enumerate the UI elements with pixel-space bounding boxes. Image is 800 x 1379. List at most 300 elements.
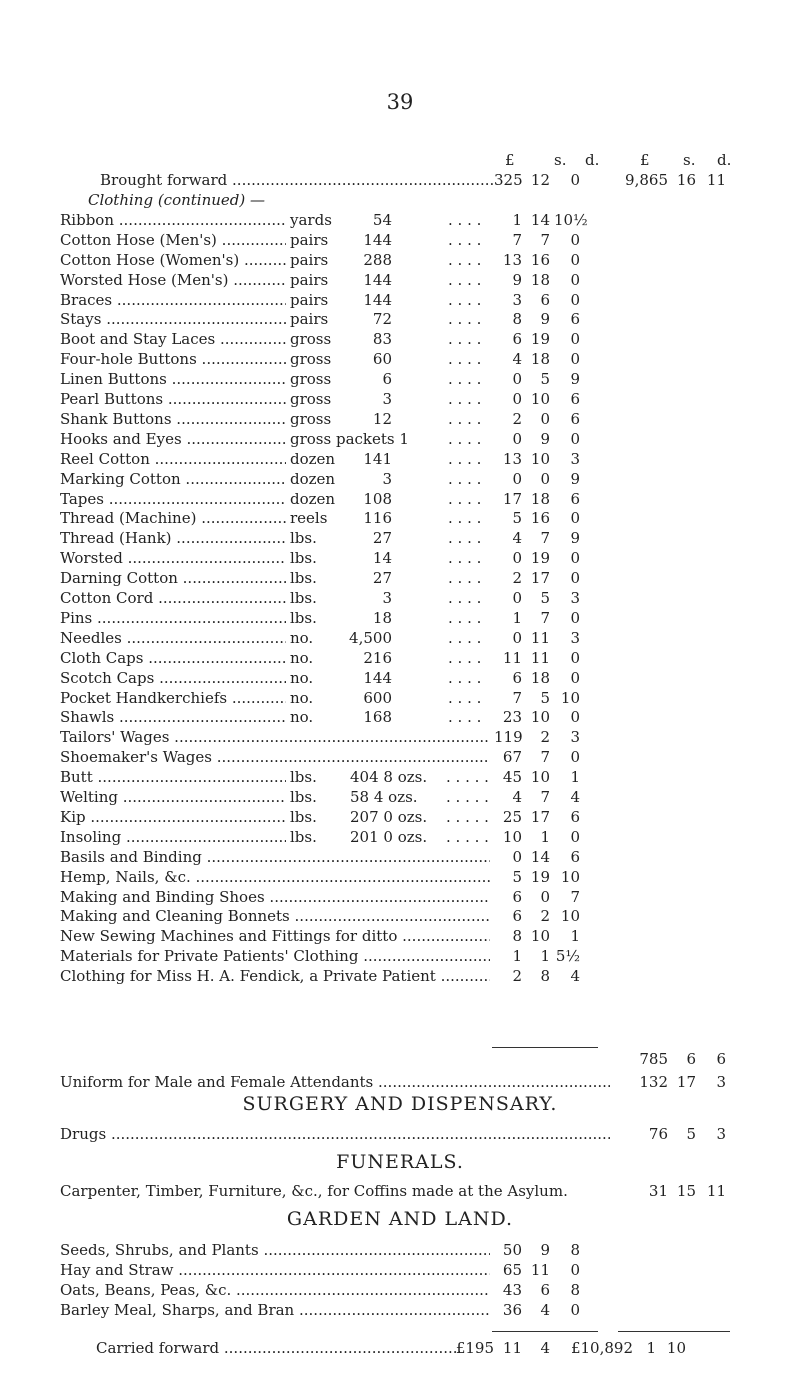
carried-forward-total-shillings: 1 — [646, 1339, 656, 1357]
uniform-pounds: 132 — [639, 1073, 668, 1091]
amount-pence: 6 — [570, 390, 580, 408]
dots-leader: . . . . — [448, 330, 482, 348]
item-unit: gross — [290, 410, 332, 428]
amount-shillings: 7 — [540, 788, 550, 806]
col1-pounds-symbol: £ — [505, 151, 515, 169]
dots-leader: . . . . — [448, 390, 482, 408]
surgery-heading: SURGERY AND DISPENSARY. — [242, 1093, 558, 1115]
item-name: Worsted Hose (Men's) ..... — [60, 268, 286, 292]
amount-pounds: 8 — [512, 927, 522, 945]
dots-leader: . . . . — [448, 549, 482, 567]
carried-forward-label: Carried forward ..... — [96, 1336, 460, 1360]
item-name: Tailors' Wages ..... — [60, 725, 490, 749]
amount-shillings: 2 — [540, 907, 550, 925]
item-quantity: 3 — [382, 470, 392, 488]
item-quantity: 144 — [363, 271, 392, 289]
item-name: Darning Cotton ..... — [60, 566, 286, 590]
item-name: Marking Cotton ..... — [60, 467, 286, 491]
item-weight: 207 0 ozs. — [350, 808, 428, 826]
amount-pence: 3 — [570, 589, 580, 607]
item-name: Tapes ..... — [60, 487, 286, 511]
item-quantity: 288 — [363, 251, 392, 269]
dots-leader: . . . . — [448, 569, 482, 587]
amount-pence: 8 — [570, 1241, 580, 1259]
amount-shillings: 5 — [540, 589, 550, 607]
garden-row — [0, 1298, 800, 1322]
amount-shillings: 0 — [540, 888, 550, 906]
amount-shillings: 18 — [530, 669, 550, 687]
item-name: Hay and Straw ..... — [60, 1258, 490, 1282]
item-quantity: 12 — [372, 410, 392, 428]
item-name: Pearl Buttons ..... — [60, 387, 286, 411]
dots-leader: . . . . . — [446, 828, 489, 846]
item-name: Kip ..... — [60, 805, 286, 829]
dots-leader: . . . . — [448, 370, 482, 388]
misc-row — [0, 964, 800, 988]
item-name: Basils and Binding ..... — [60, 845, 490, 869]
amount-shillings: 10 — [530, 768, 550, 786]
dots-leader: . . . . — [448, 529, 482, 547]
amount-pounds: 1 — [512, 211, 522, 229]
dots-leader: . . . . — [448, 251, 482, 269]
col2-pence-symbol: d. — [717, 151, 732, 169]
amount-pence: 0 — [570, 609, 580, 627]
amount-pounds: 325 — [494, 171, 523, 189]
amount-pounds: 36 — [502, 1301, 522, 1319]
dots-leader: . . . . — [448, 689, 482, 707]
amount-pounds: 0 — [512, 470, 522, 488]
dots-leader: . . . . — [448, 430, 482, 448]
item-name: Materials for Private Patients' Clothing ..... — [60, 944, 490, 968]
amount-pence: 6 — [570, 310, 580, 328]
amount-pounds: 0 — [512, 848, 522, 866]
item-unit: reels — [290, 509, 328, 527]
amount-shillings: 17 — [530, 808, 550, 826]
amount-shillings: 19 — [530, 330, 550, 348]
amount-pounds: 45 — [502, 768, 522, 786]
amount-pounds: 3 — [512, 291, 522, 309]
total-pounds: 9,865 — [625, 171, 668, 189]
amount-pence: 10½ — [554, 211, 588, 229]
amount-shillings: 2 — [540, 728, 550, 746]
amount-shillings: 4 — [540, 1301, 550, 1319]
amount-pence: 0 — [570, 171, 580, 189]
col1-pence-symbol: d. — [585, 151, 600, 169]
dots-leader: . . . . . — [446, 768, 489, 786]
carried-forward-total-pounds: £10,892 — [570, 1339, 633, 1357]
amount-shillings: 7 — [540, 748, 550, 766]
amount-pounds: 25 — [502, 808, 522, 826]
amount-pounds: 10 — [502, 828, 522, 846]
amount-pounds: 1 — [512, 609, 522, 627]
item-unit: lbs. — [290, 529, 317, 547]
item-quantity: 116 — [363, 509, 392, 527]
funerals-pence: 11 — [706, 1182, 726, 1200]
dots-leader: . . . . — [448, 669, 482, 687]
amount-pence: 0 — [570, 569, 580, 587]
item-name: Butt ..... — [60, 765, 286, 789]
amount-pence: 0 — [570, 271, 580, 289]
amount-shillings: 18 — [530, 271, 550, 289]
amount-shillings: 9 — [540, 310, 550, 328]
col2-pounds-symbol: £ — [640, 151, 650, 169]
amount-shillings: 18 — [530, 350, 550, 368]
clothing-caption: Clothing (continued) — — [88, 191, 266, 209]
item-name: Linen Buttons ..... — [60, 367, 286, 391]
drugs-label: Drugs ..... — [60, 1122, 610, 1146]
amount-pence: 6 — [570, 808, 580, 826]
amount-pounds: 7 — [512, 231, 522, 249]
amount-pence: 0 — [570, 748, 580, 766]
amount-pence: 9 — [570, 529, 580, 547]
amount-pence: 0 — [570, 1261, 580, 1279]
amount-pounds: 2 — [512, 967, 522, 985]
item-name: Barley Meal, Sharps, and Bran ..... — [60, 1298, 490, 1322]
item-quantity: 6 — [382, 370, 392, 388]
item-quantity: 83 — [372, 330, 392, 348]
carried-forward-total-pence: 10 — [666, 1339, 686, 1357]
item-unit: lbs. — [290, 609, 317, 627]
item-quantity: 108 — [363, 490, 392, 508]
dots-leader: . . . . — [448, 649, 482, 667]
amount-pounds: 5 — [512, 868, 522, 886]
amount-shillings: 14 — [530, 848, 550, 866]
amount-pounds: 1 — [512, 947, 522, 965]
dots-leader: . . . . — [448, 410, 482, 428]
item-name: Welting ..... — [60, 785, 286, 809]
item-unit: no. — [290, 649, 314, 667]
item-name: Cotton Hose (Men's) ..... — [60, 228, 286, 252]
uniform-row — [0, 1070, 800, 1094]
amount-pence: 1 — [570, 927, 580, 945]
amount-shillings: 10 — [530, 708, 550, 726]
dots-leader: . . . . — [448, 509, 482, 527]
dots-leader: . . . . — [448, 589, 482, 607]
item-unit: gross — [290, 390, 332, 408]
amount-shillings: 0 — [540, 410, 550, 428]
drugs-row — [0, 1122, 800, 1146]
amount-pence: 0 — [570, 330, 580, 348]
amount-pence: 0 — [570, 649, 580, 667]
item-quantity: 54 — [372, 211, 392, 229]
amount-shillings: 10 — [530, 450, 550, 468]
amount-pounds: 0 — [512, 390, 522, 408]
item-name: Thread (Machine) ..... — [60, 506, 286, 530]
amount-shillings: 11 — [530, 629, 550, 647]
amount-pounds: 4 — [512, 350, 522, 368]
amount-pence: 7 — [570, 888, 580, 906]
amount-pence: 10 — [560, 689, 580, 707]
total-pence: 11 — [706, 171, 726, 189]
item-quantity: 3 — [382, 589, 392, 607]
amount-pence: 3 — [570, 450, 580, 468]
item-name: Worsted ..... — [60, 546, 286, 570]
amount-pounds: 0 — [512, 589, 522, 607]
amount-pence: 10 — [560, 868, 580, 886]
amount-shillings: 17 — [530, 569, 550, 587]
amount-shillings: 9 — [540, 430, 550, 448]
item-name: Pocket Handkerchiefs ..... — [60, 686, 286, 710]
amount-pence: 0 — [570, 251, 580, 269]
total-shillings: 16 — [676, 171, 696, 189]
item-name: Cloth Caps ..... — [60, 646, 286, 670]
item-unit: lbs. — [290, 788, 317, 806]
amount-shillings: 16 — [530, 251, 550, 269]
item-name: Clothing for Miss H. A. Fendick, a Private Patient ..... — [60, 964, 490, 988]
item-unit: pairs — [290, 231, 329, 249]
clothing-total-pounds: 785 — [639, 1050, 668, 1068]
amount-shillings: 9 — [540, 1241, 550, 1259]
item-quantity: 14 — [372, 549, 392, 567]
amount-pence: 0 — [570, 669, 580, 687]
item-unit: gross packets 1 — [290, 430, 409, 448]
amount-shillings: 7 — [540, 609, 550, 627]
amount-pence: 3 — [570, 728, 580, 746]
amount-pence: 5½ — [555, 947, 580, 965]
amount-pounds: 0 — [512, 430, 522, 448]
amount-shillings: 5 — [540, 689, 550, 707]
amount-pence: 6 — [570, 490, 580, 508]
amount-pence: 0 — [570, 1301, 580, 1319]
amount-pounds: 13 — [502, 450, 522, 468]
amount-pence: 6 — [570, 848, 580, 866]
item-quantity: 18 — [372, 609, 392, 627]
funerals-row — [0, 1179, 800, 1203]
amount-shillings: 16 — [530, 509, 550, 527]
amount-pounds: 8 — [512, 310, 522, 328]
amount-pounds: 23 — [502, 708, 522, 726]
item-quantity: 144 — [363, 231, 392, 249]
col1-shillings-symbol: s. — [554, 151, 567, 169]
amount-pounds: 9 — [512, 271, 522, 289]
amount-pounds: 11 — [502, 649, 522, 667]
item-unit: pairs — [290, 291, 329, 309]
amount-pounds: 6 — [512, 888, 522, 906]
item-unit: gross — [290, 370, 332, 388]
amount-shillings: 14 — [530, 211, 550, 229]
uniform-shillings: 17 — [676, 1073, 696, 1091]
garden-heading: GARDEN AND LAND. — [286, 1208, 514, 1230]
amount-pence: 0 — [570, 549, 580, 567]
dots-leader: . . . . — [448, 609, 482, 627]
amount-shillings: 11 — [530, 1261, 550, 1279]
item-unit: dozen — [290, 450, 336, 468]
page-number: 39 — [386, 90, 414, 114]
amount-pounds: 4 — [512, 788, 522, 806]
drugs-pounds: 76 — [648, 1125, 668, 1143]
clothing-total-shillings: 6 — [686, 1050, 696, 1068]
item-name: Ribbon ..... — [60, 208, 286, 232]
amount-pounds: 50 — [502, 1241, 522, 1259]
carried-forward-pence: 4 — [540, 1339, 550, 1357]
dots-leader: . . . . — [448, 450, 482, 468]
amount-pence: 6 — [570, 410, 580, 428]
amount-pounds: 0 — [512, 370, 522, 388]
item-name: New Sewing Machines and Fittings for ditto ..... — [60, 924, 490, 948]
amount-shillings: 6 — [540, 291, 550, 309]
item-weight: 58 4 ozs. — [350, 788, 418, 806]
dots-leader: . . . . — [448, 211, 482, 229]
amount-pounds: 7 — [512, 689, 522, 707]
item-unit: pairs — [290, 271, 329, 289]
drugs-shillings: 5 — [686, 1125, 696, 1143]
uniform-pence: 3 — [716, 1073, 726, 1091]
dots-leader: . . . . — [448, 708, 482, 726]
item-name: Thread (Hank) ..... — [60, 526, 286, 550]
item-name: Shoemaker's Wages ..... — [60, 745, 490, 769]
amount-pence: 0 — [570, 291, 580, 309]
item-name: Boot and Stay Laces ..... — [60, 327, 286, 351]
carried-forward-pounds: £195 — [455, 1339, 494, 1357]
clothing-total-pence: 6 — [716, 1050, 726, 1068]
item-name: Braces ..... — [60, 288, 286, 312]
carried-forward-shillings: 11 — [502, 1339, 522, 1357]
item-unit: lbs. — [290, 808, 317, 826]
amount-pounds: 2 — [512, 410, 522, 428]
amount-pounds: 13 — [502, 251, 522, 269]
amount-pence: 3 — [570, 629, 580, 647]
amount-pounds: 67 — [502, 748, 522, 766]
item-unit: pairs — [290, 310, 329, 328]
item-quantity: 60 — [372, 350, 392, 368]
amount-pence: 0 — [570, 430, 580, 448]
amount-pence: 0 — [570, 828, 580, 846]
item-quantity: 3 — [382, 390, 392, 408]
funerals-label: Carpenter, Timber, Furniture, &c., for Coffins made at the Asylum. — [60, 1182, 568, 1200]
item-name: Four-hole Buttons ..... — [60, 347, 286, 371]
item-name: Needles ..... — [60, 626, 286, 650]
dots-leader: . . . . . — [446, 788, 489, 806]
item-name: Making and Cleaning Bonnets ..... — [60, 904, 490, 928]
item-unit: dozen — [290, 470, 336, 488]
funerals-shillings: 15 — [676, 1182, 696, 1200]
item-name: Oats, Beans, Peas, &c. ..... — [60, 1278, 490, 1302]
item-name: Stays ..... — [60, 307, 286, 331]
item-name: Shawls ..... — [60, 705, 286, 729]
dots-leader: . . . . — [448, 291, 482, 309]
item-name: Cotton Cord ..... — [60, 586, 286, 610]
item-unit: lbs. — [290, 828, 317, 846]
amount-shillings: 7 — [540, 529, 550, 547]
item-name: Pins ..... — [60, 606, 286, 630]
amount-shillings: 1 — [540, 828, 550, 846]
item-quantity: 72 — [372, 310, 392, 328]
item-quantity: 600 — [363, 689, 392, 707]
item-unit: gross — [290, 330, 332, 348]
amount-pounds: 43 — [502, 1281, 522, 1299]
dots-leader: . . . . — [448, 629, 482, 647]
item-quantity: 27 — [372, 529, 392, 547]
amount-pence: 0 — [570, 350, 580, 368]
item-name: Hooks and Eyes ..... — [60, 427, 286, 451]
dots-leader: . . . . — [448, 310, 482, 328]
dots-leader: . . . . — [448, 350, 482, 368]
item-quantity: 27 — [372, 569, 392, 587]
amount-pounds: 5 — [512, 509, 522, 527]
item-quantity: 144 — [363, 291, 392, 309]
amount-pence: 0 — [570, 509, 580, 527]
amount-shillings: 19 — [530, 549, 550, 567]
amount-pounds: 0 — [512, 629, 522, 647]
amount-pence: 4 — [570, 967, 580, 985]
carried-forward-row — [0, 1336, 800, 1360]
amount-pounds: 119 — [494, 728, 523, 746]
amount-pounds: 6 — [512, 907, 522, 925]
amount-pence: 0 — [570, 708, 580, 726]
item-quantity: 216 — [363, 649, 392, 667]
item-unit: pairs — [290, 251, 329, 269]
col1-total-rule — [492, 1331, 598, 1332]
amount-shillings: 19 — [530, 868, 550, 886]
dots-leader: . . . . — [448, 231, 482, 249]
item-name: Cotton Hose (Women's) ..... — [60, 248, 286, 272]
item-quantity: 168 — [363, 708, 392, 726]
amount-pence: 8 — [570, 1281, 580, 1299]
funerals-pounds: 31 — [648, 1182, 668, 1200]
amount-pounds: 6 — [512, 330, 522, 348]
item-name: Shank Buttons ..... — [60, 407, 286, 431]
amount-shillings: 10 — [530, 927, 550, 945]
amount-pence: 9 — [570, 370, 580, 388]
item-unit: lbs. — [290, 589, 317, 607]
item-unit: lbs. — [290, 549, 317, 567]
funerals-heading: FUNERALS. — [336, 1151, 464, 1173]
amount-pounds: 4 — [512, 529, 522, 547]
dots-leader: . . . . . — [446, 808, 489, 826]
dots-leader: . . . . — [448, 271, 482, 289]
item-unit: gross — [290, 350, 332, 368]
amount-pounds: 65 — [502, 1261, 522, 1279]
amount-shillings: 11 — [530, 649, 550, 667]
item-unit: no. — [290, 629, 314, 647]
amount-pounds: 2 — [512, 569, 522, 587]
item-unit: yards — [290, 211, 332, 229]
amount-shillings: 8 — [540, 967, 550, 985]
item-quantity: 144 — [363, 669, 392, 687]
amount-pounds: 17 — [502, 490, 522, 508]
item-unit: no. — [290, 689, 314, 707]
col2-shillings-symbol: s. — [683, 151, 696, 169]
item-name: Reel Cotton ..... — [60, 447, 286, 471]
drugs-pence: 3 — [716, 1125, 726, 1143]
brought-forward-label: Brought forward ..... — [100, 168, 494, 192]
item-name: Making and Binding Shoes ..... — [60, 885, 490, 909]
item-name: Scotch Caps ..... — [60, 666, 286, 690]
amount-pence: 0 — [570, 231, 580, 249]
amount-shillings: 18 — [530, 490, 550, 508]
amount-shillings: 0 — [540, 470, 550, 488]
amount-pence: 9 — [570, 470, 580, 488]
item-name: Insoling ..... — [60, 825, 286, 849]
amount-shillings: 6 — [540, 1281, 550, 1299]
col2-total-rule — [618, 1331, 730, 1332]
item-unit: lbs. — [290, 569, 317, 587]
amount-pence: 10 — [560, 907, 580, 925]
item-name: Hemp, Nails, &c. ..... — [60, 865, 490, 889]
amount-pounds: 0 — [512, 549, 522, 567]
amount-shillings: 1 — [540, 947, 550, 965]
amount-shillings: 7 — [540, 231, 550, 249]
amount-shillings: 10 — [530, 390, 550, 408]
item-weight: 201 0 ozs. — [350, 828, 428, 846]
dots-leader: . . . . — [448, 470, 482, 488]
item-unit: no. — [290, 708, 314, 726]
amount-pence: 1 — [570, 768, 580, 786]
item-unit: dozen — [290, 490, 336, 508]
amount-shillings: 5 — [540, 370, 550, 388]
item-name: Seeds, Shrubs, and Plants ..... — [60, 1238, 490, 1262]
uniform-label: Uniform for Male and Female Attendants ..... — [60, 1070, 610, 1094]
